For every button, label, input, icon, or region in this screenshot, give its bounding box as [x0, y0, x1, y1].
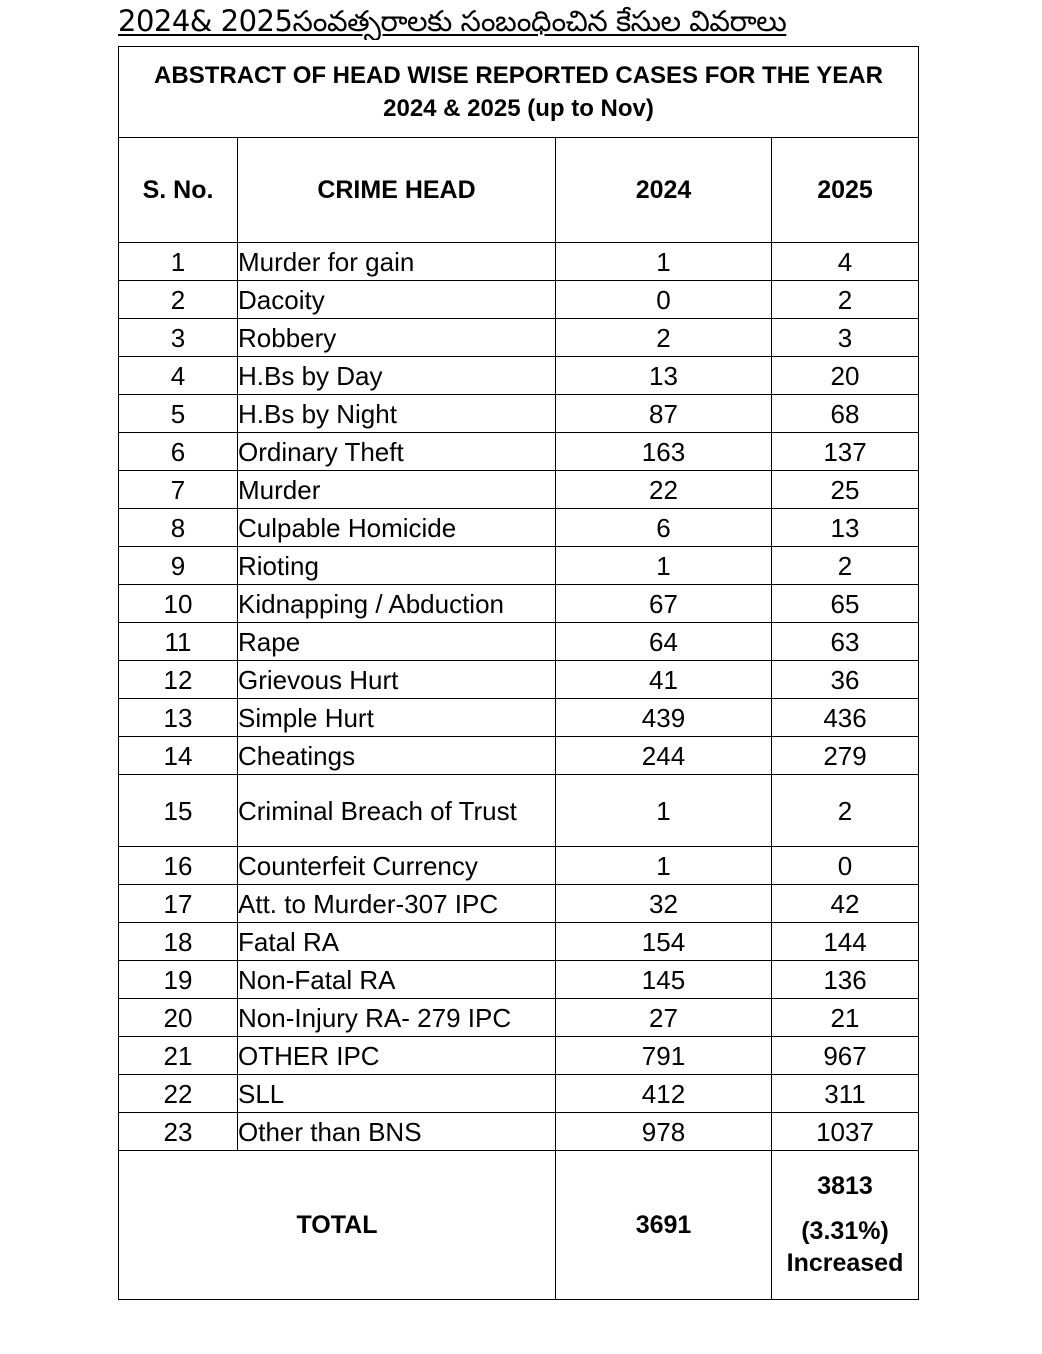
row-crime-head: Rape	[238, 623, 556, 661]
row-2024-value: 67	[556, 585, 772, 623]
cases-table	[118, 46, 919, 1300]
table-row	[119, 281, 919, 319]
table-row	[119, 885, 919, 923]
row-sno: 17	[119, 885, 238, 923]
row-crime-head: SLL	[238, 1075, 556, 1113]
row-2024-value: 64	[556, 623, 772, 661]
table-title-row	[119, 47, 919, 138]
row-crime-head: Other than BNS	[238, 1113, 556, 1151]
row-2024-value: 1	[556, 243, 772, 281]
row-crime-head: H.Bs by Night	[238, 395, 556, 433]
row-crime-head: Criminal Breach of Trust	[238, 775, 556, 847]
row-sno: 14	[119, 737, 238, 775]
row-2024-value: 978	[556, 1113, 772, 1151]
row-sno: 10	[119, 585, 238, 623]
row-crime-head: Dacoity	[238, 281, 556, 319]
table-title-line1: ABSTRACT OF HEAD WISE REPORTED CASES FOR THE YEAR	[154, 62, 883, 89]
total-label: TOTAL	[119, 1151, 556, 1300]
row-2024-value: 1	[556, 547, 772, 585]
row-crime-head: Murder	[238, 471, 556, 509]
row-2024-value: 154	[556, 923, 772, 961]
table-row	[119, 585, 919, 623]
row-sno: 2	[119, 281, 238, 319]
table-row	[119, 433, 919, 471]
row-2025-value: 144	[772, 923, 919, 961]
row-sno: 22	[119, 1075, 238, 1113]
table-row	[119, 737, 919, 775]
row-sno: 16	[119, 847, 238, 885]
row-crime-head: Att. to Murder-307 IPC	[238, 885, 556, 923]
row-2025-value: 2	[772, 775, 919, 847]
row-sno: 11	[119, 623, 238, 661]
row-2025-value: 42	[772, 885, 919, 923]
row-2025-value: 0	[772, 847, 919, 885]
row-2024-value: 27	[556, 999, 772, 1037]
row-2025-value: 3	[772, 319, 919, 357]
table-row	[119, 1037, 919, 1075]
row-2024-value: 41	[556, 661, 772, 699]
row-sno: 3	[119, 319, 238, 357]
row-sno: 23	[119, 1113, 238, 1151]
table-header-row	[119, 138, 919, 243]
header-2025: 2025	[772, 138, 919, 243]
row-2024-value: 6	[556, 509, 772, 547]
table-row	[119, 243, 919, 281]
table-row	[119, 699, 919, 737]
row-2024-value: 2	[556, 319, 772, 357]
row-crime-head: Grievous Hurt	[238, 661, 556, 699]
row-crime-head: Rioting	[238, 547, 556, 585]
row-sno: 12	[119, 661, 238, 699]
row-crime-head: Murder for gain	[238, 243, 556, 281]
row-2025-value: 436	[772, 699, 919, 737]
total-2025-cell	[772, 1151, 919, 1300]
row-crime-head: Ordinary Theft	[238, 433, 556, 471]
table-row	[119, 1075, 919, 1113]
row-sno: 4	[119, 357, 238, 395]
row-crime-head: Counterfeit Currency	[238, 847, 556, 885]
page-heading: 2024& 2025సంవత్సరాలకు సంబంధించిన కేసుల వివరాలు	[118, 4, 787, 38]
row-2025-value: 25	[772, 471, 919, 509]
table-title-line2: 2024 & 2025 (up to Nov)	[383, 95, 654, 122]
row-2024-value: 0	[556, 281, 772, 319]
table-row	[119, 509, 919, 547]
row-2025-value: 136	[772, 961, 919, 999]
row-crime-head: Robbery	[238, 319, 556, 357]
row-2025-value: 68	[772, 395, 919, 433]
row-2025-value: 21	[772, 999, 919, 1037]
row-crime-head: Simple Hurt	[238, 699, 556, 737]
row-sno: 21	[119, 1037, 238, 1075]
table-row	[119, 961, 919, 999]
header-sno: S. No.	[119, 138, 238, 243]
row-sno: 7	[119, 471, 238, 509]
row-2024-value: 32	[556, 885, 772, 923]
row-2024-value: 244	[556, 737, 772, 775]
row-sno: 19	[119, 961, 238, 999]
row-sno: 9	[119, 547, 238, 585]
total-row	[119, 1151, 919, 1300]
row-2024-value: 87	[556, 395, 772, 433]
total-change-label: Increased	[786, 1248, 904, 1277]
table-row	[119, 1113, 919, 1151]
row-2024-value: 1	[556, 775, 772, 847]
table-row	[119, 471, 919, 509]
table-row	[119, 847, 919, 885]
row-crime-head: H.Bs by Day	[238, 357, 556, 395]
row-2024-value: 145	[556, 961, 772, 999]
row-2024-value: 1	[556, 847, 772, 885]
row-2025-value: 2	[772, 547, 919, 585]
table-row	[119, 999, 919, 1037]
row-sno: 18	[119, 923, 238, 961]
row-crime-head: Fatal RA	[238, 923, 556, 961]
row-2024-value: 13	[556, 357, 772, 395]
row-2025-value: 65	[772, 585, 919, 623]
row-sno: 20	[119, 999, 238, 1037]
row-2025-value: 1037	[772, 1113, 919, 1151]
total-change-pct: (3.31%)	[801, 1216, 889, 1245]
row-2024-value: 439	[556, 699, 772, 737]
row-sno: 1	[119, 243, 238, 281]
row-2025-value: 4	[772, 243, 919, 281]
table-row	[119, 923, 919, 961]
row-2025-value: 967	[772, 1037, 919, 1075]
row-sno: 15	[119, 775, 238, 847]
row-2025-value: 279	[772, 737, 919, 775]
row-crime-head: OTHER IPC	[238, 1037, 556, 1075]
row-2024-value: 791	[556, 1037, 772, 1075]
row-2024-value: 163	[556, 433, 772, 471]
total-2024: 3691	[556, 1151, 772, 1300]
table-row	[119, 775, 919, 847]
row-crime-head: Kidnapping / Abduction	[238, 585, 556, 623]
table-row	[119, 661, 919, 699]
table-title	[119, 47, 919, 138]
row-sno: 5	[119, 395, 238, 433]
row-sno: 6	[119, 433, 238, 471]
row-crime-head: Non-Fatal RA	[238, 961, 556, 999]
header-crime-head: CRIME HEAD	[238, 138, 556, 243]
table-row	[119, 623, 919, 661]
table-row	[119, 319, 919, 357]
total-2025: 3813	[817, 1171, 873, 1200]
row-2025-value: 137	[772, 433, 919, 471]
row-crime-head: Culpable Homicide	[238, 509, 556, 547]
table-row	[119, 357, 919, 395]
row-2025-value: 13	[772, 509, 919, 547]
row-2025-value: 36	[772, 661, 919, 699]
row-sno: 13	[119, 699, 238, 737]
row-2025-value: 63	[772, 623, 919, 661]
row-2024-value: 412	[556, 1075, 772, 1113]
table-row	[119, 547, 919, 585]
row-2025-value: 20	[772, 357, 919, 395]
row-2025-value: 2	[772, 281, 919, 319]
row-2025-value: 311	[772, 1075, 919, 1113]
header-2024: 2024	[556, 138, 772, 243]
table-row	[119, 395, 919, 433]
row-crime-head: Non-Injury RA- 279 IPC	[238, 999, 556, 1037]
row-crime-head: Cheatings	[238, 737, 556, 775]
row-2024-value: 22	[556, 471, 772, 509]
row-sno: 8	[119, 509, 238, 547]
